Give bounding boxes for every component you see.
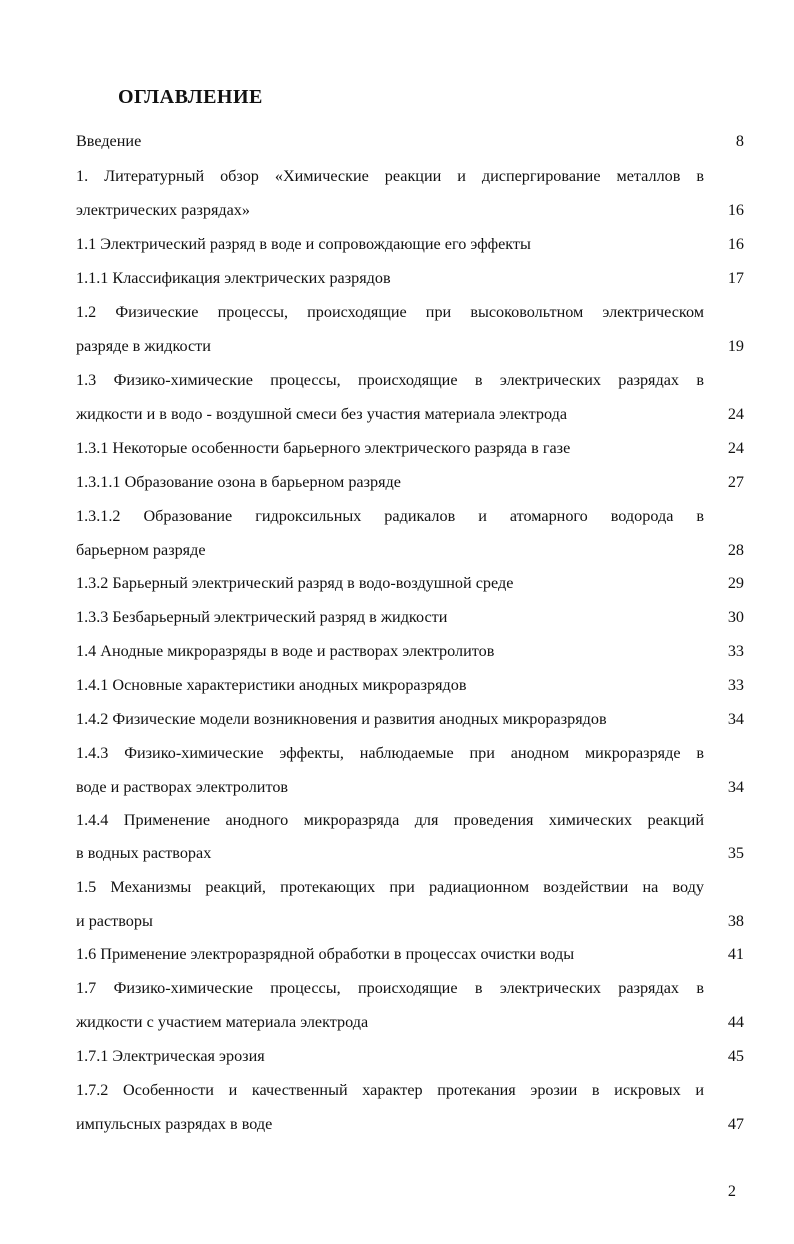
toc-entry-text: 1.7.1 Электрическая эрозия — [76, 1047, 265, 1065]
toc-entry-page: 16 — [727, 201, 744, 219]
toc-entry-text: жидкости и в водо - воздушной смеси без участия материала электрода — [76, 405, 568, 423]
toc-entry-page: 24 — [727, 405, 744, 423]
toc-entry-page: 24 — [727, 439, 744, 457]
toc-entry-page: 16 — [727, 235, 744, 253]
toc-entry-text: 1.4 Анодные микроразряды в воде и растворах электролитов — [76, 642, 495, 660]
toc-entry-text: 1.1 Электрический разряд в воде и сопровождающие его эффекты — [76, 235, 531, 253]
toc-entry-page: 30 — [727, 608, 744, 626]
toc-entry-page: 35 — [727, 844, 744, 862]
toc-entry-text: 1.3.1.1 Образование озона в барьерном разряде — [76, 473, 401, 491]
toc-entry-text: 1.3.3 Безбарьерный электрический разряд в жидкости — [76, 608, 448, 626]
toc-entry-page: 45 — [727, 1047, 744, 1065]
toc-entry-text: Введение — [76, 132, 142, 150]
toc-entry-text: 1.6 Применение электроразрядной обработки в процессах очистки воды — [76, 945, 575, 963]
toc-entry-text: 1.4.3 Физико-химические эффекты, наблюдаемые при анодном микроразряде в — [76, 744, 704, 762]
toc-entry-text: 1.7.2 Особенности и качественный характер протекания эрозии в искровых и — [76, 1081, 704, 1099]
toc-entry-text: 1.3.2 Барьерный электрический разряд в водо-воздушной среде — [76, 574, 514, 592]
toc-entry-text: 1.3.1.2 Образование гидроксильных радикалов и атомарного водорода в — [76, 507, 704, 525]
toc-entry-page: 41 — [727, 945, 744, 963]
toc-entry-text: 1.4.4 Применение анодного микроразряда для проведения химических реакций — [76, 811, 704, 829]
toc-entry-text: в водных растворах — [76, 844, 212, 862]
toc-entry-page: 44 — [727, 1013, 744, 1031]
toc-entry-text: и растворы — [76, 912, 153, 930]
toc-entry-page: 34 — [727, 778, 744, 796]
toc-entry-page: 8 — [735, 132, 744, 150]
toc-entry-page: 33 — [727, 676, 744, 694]
toc-entry-page: 17 — [727, 269, 744, 287]
toc-entry-text: 1.1.1 Классификация электрических разрядов — [76, 269, 391, 287]
toc-entry-text: импульсных разрядах в воде — [76, 1115, 273, 1133]
toc-entry-text: 1.4.1 Основные характеристики анодных микроразрядов — [76, 676, 467, 694]
toc-entry-page: 27 — [727, 473, 744, 491]
toc-entry-page: 34 — [727, 710, 744, 728]
toc-entry-page: 38 — [727, 912, 744, 930]
toc-entry-text: разряде в жидкости — [76, 337, 211, 355]
toc-entry-text: 1.7 Физико-химические процессы, происходящие в электрических разрядах в — [76, 979, 704, 997]
toc-entry-page: 29 — [727, 574, 744, 592]
toc-entry-page: 19 — [727, 337, 744, 355]
toc-entry-text: барьерном разряде — [76, 541, 206, 559]
toc-entry-text: 1.5 Механизмы реакций, протекающих при радиационном воздействии на воду — [76, 878, 704, 896]
toc-entry-text: 1.3.1 Некоторые особенности барьерного электрического разряда в газе — [76, 439, 571, 457]
toc-entry-text: 1. Литературный обзор «Химические реакции и диспергирование металлов в — [76, 167, 704, 185]
toc-entry-text: 1.2 Физические процессы, происходящие при высоковольтном электрическом — [76, 303, 704, 321]
toc-entry-text: 1.4.2 Физические модели возникновения и развития анодных микроразрядов — [76, 710, 607, 728]
toc-entry-page: 28 — [727, 541, 744, 559]
page-number: 2 — [727, 1182, 736, 1200]
toc-entry-text: электрических разрядах» — [76, 201, 250, 219]
toc-entry-text: воде и растворах электролитов — [76, 778, 289, 796]
toc-entry-page: 47 — [727, 1115, 744, 1133]
toc-entry-page: 33 — [727, 642, 744, 660]
toc-heading: ОГЛАВЛЕНИЕ — [118, 86, 263, 108]
toc-entry-text: 1.3 Физико-химические процессы, происходящие в электрических разрядах в — [76, 371, 704, 389]
toc-entry-text: жидкости с участием материала электрода — [76, 1013, 369, 1031]
